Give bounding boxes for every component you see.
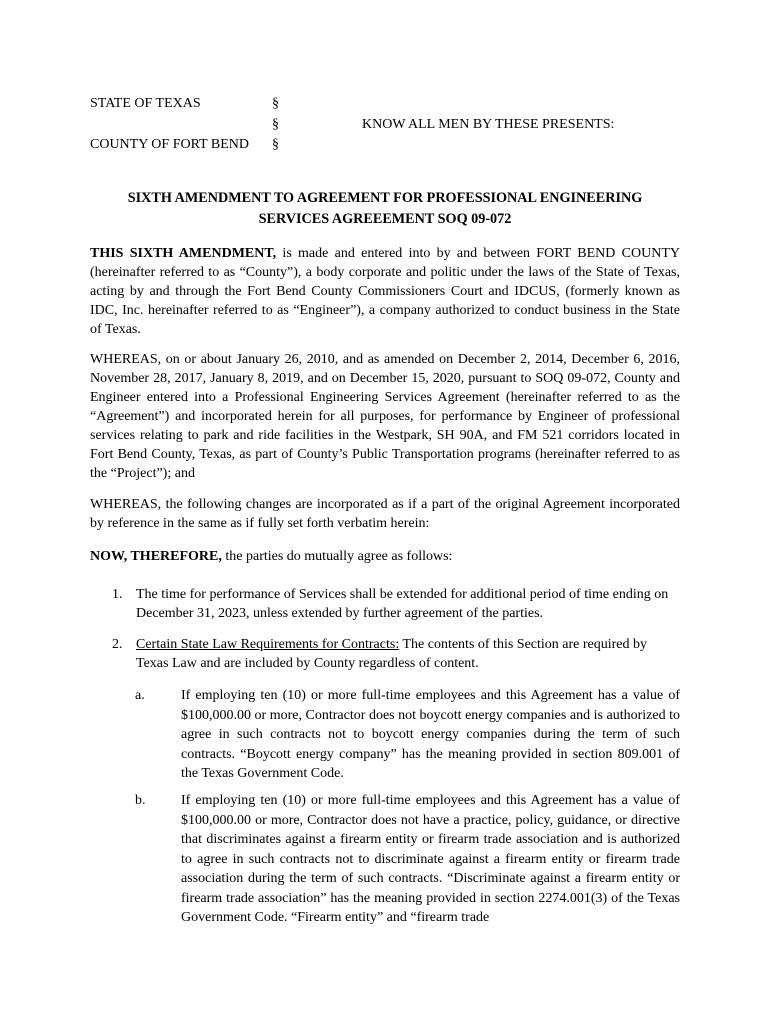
intro-body: is made and entered into by and between FORT BEND COUNTY (hereinafter referred to as “County”), a body corporate and politic under the laws of the State of Texas, acting by and through the Fort Bend County Commissioners Court and IDCUS, (formerly known as IDC, Inc. hereinafter referred to as “Engineer”), a company authorized to conduct business in the State of Texas.: [90, 246, 680, 337]
sub-item-label: a.: [135, 688, 145, 703]
document-title: [90, 188, 680, 230]
intro-lead: THIS SIXTH AMENDMENT,: [90, 246, 277, 261]
sub-item: [135, 791, 680, 928]
title-line-1: SIXTH AMENDMENT TO AGREEMENT FOR PROFESSIONAL ENGINEERING: [127, 190, 643, 206]
now-lead: NOW, THEREFORE,: [90, 549, 222, 564]
whereas-paragraph-1: WHEREAS, on or about January 26, 2010, and as amended on December 2, 2014, December 6, 2016, November 28, 2017, January 8, 2019, and on December 15, 2020, pursuant to SOQ 09-072, County and Engineer entered into a Professional Engineering Services Agreement (hereinafter referred to as the “Agreement”) and incorporated herein for all purposes, for performance by Engineer of professional services relating to park and ride facilities in the Westpark, SH 90A, and FM 521 corridors located in Fort Bend County, Texas, as part of County’s Public Transportation programs (hereinafter referred to as the “Project”); and: [90, 352, 680, 481]
now-therefore-paragraph: [90, 547, 680, 566]
caption-state: STATE OF TEXAS: [90, 96, 201, 111]
whereas-paragraph-2: WHEREAS, the following changes are incorporated as if a part of the original Agreement incorporated by reference in the same as if fully set forth verbatim herein:: [90, 497, 680, 531]
list-item-text: The time for performance of Services shall be extended for additional period of time ending on December 31, 2023, unless extended by further agreement of the parties.: [136, 587, 669, 621]
list-item-text: [136, 635, 680, 673]
now-body: the parties do mutually agree as follows:: [221, 549, 453, 564]
sub-item-text: If employing ten (10) or more full-time employees and this Agreement has a value of $100,000.00 or more, Contractor does not boycott energy companies and is authorized to agree in such contracts not to boycott energy companies during the term of such contracts. “Boycott energy company” has the meaning provided in section 809.001 of the Texas Government Code.: [181, 688, 680, 781]
caption-know-all: KNOW ALL MEN BY THESE PRESENTS:: [362, 117, 615, 132]
list-item: [112, 635, 680, 673]
sub-item: [135, 686, 680, 784]
sub-item-label: b.: [135, 793, 146, 808]
section-mark-3: §: [272, 137, 279, 152]
title-line-2: SERVICES AGREEEMENT SOQ 09-072: [258, 211, 512, 227]
section-mark-1: §: [272, 96, 279, 111]
list-item-number: 2.: [112, 637, 123, 652]
section-mark-2: §: [272, 117, 279, 132]
sub-item-text: If employing ten (10) or more full-time employees and this Agreement has a value of $100,000.00 or more, Contractor does not have a practice, policy, guidance, or directive that discriminates against a firearm entity or firearm trade association and is authorized to agree in such contracts not to discriminate against a firearm entity or firearm trade association during the term of such contracts. “Discriminate against a firearm entity or firearm trade association” has the meaning provided in section 2274.001(3) of the Texas Government Code. “Firearm entity” and “firearm trade: [181, 793, 680, 925]
caption-county: COUNTY OF FORT BEND: [90, 137, 250, 152]
intro-paragraph: [90, 244, 680, 339]
list-item: [112, 585, 680, 623]
list-item-heading: Certain State Law Requirements for Contracts:: [136, 637, 400, 652]
list-item-body: The contents of this Section are required by Texas Law and are included by County regardless of content.: [136, 637, 648, 671]
list-item-number: 1.: [112, 587, 123, 602]
